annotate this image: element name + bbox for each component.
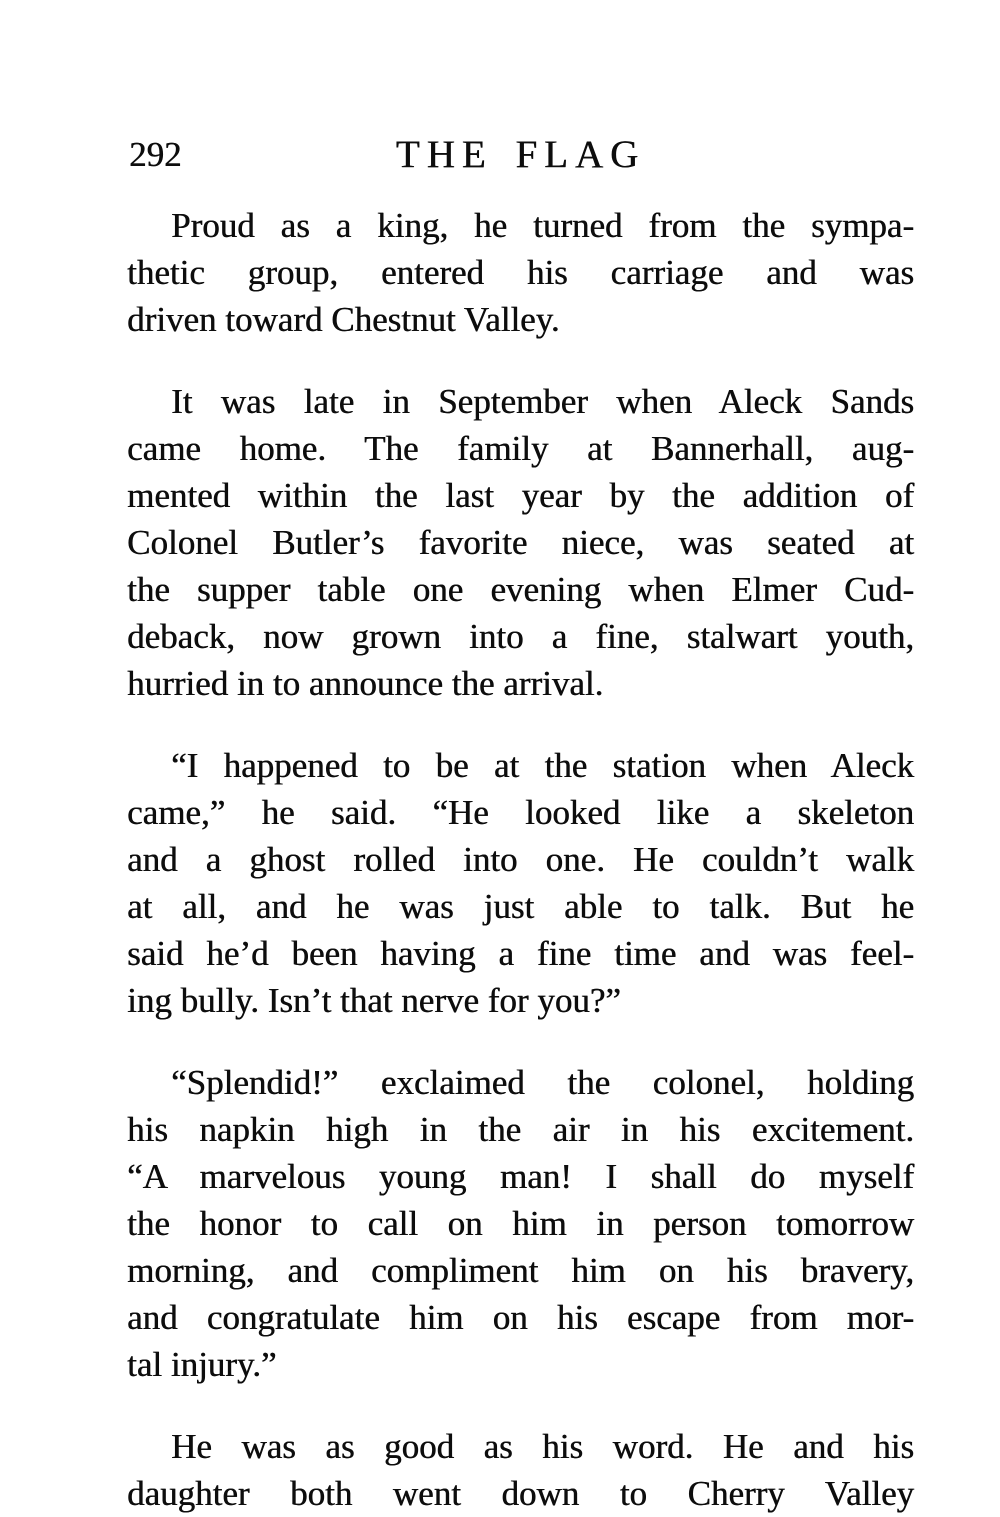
text-line: deback, now grown into a fine, stalwart youth,	[127, 617, 914, 656]
text-line: tal injury.”	[127, 1345, 277, 1384]
text-line: “Splendid!” exclaimed the colonel, holding	[171, 1063, 914, 1102]
text-line: daughter both went down to Cherry Valley	[127, 1474, 914, 1513]
text-line: hurried in to announce the arrival.	[127, 664, 604, 703]
text-line: his napkin high in the air in his excitement.	[127, 1110, 914, 1149]
text-line: came home. The family at Bannerhall, aug-	[127, 429, 914, 468]
text-line: the honor to call on him in person tomorrow	[127, 1204, 914, 1243]
text-line: Proud as a king, he turned from the sympa-	[171, 206, 914, 245]
text-line: ing bully. Isn’t that nerve for you?”	[127, 981, 621, 1020]
text-line: driven toward Chestnut Valley.	[127, 300, 560, 339]
running-header	[127, 0, 914, 178]
text-line: “I happened to be at the station when Aleck	[171, 746, 914, 785]
page-title: THE FLAG	[395, 133, 646, 176]
text-line: It was late in September when Aleck Sands	[171, 382, 914, 421]
page-number: 292	[129, 135, 182, 174]
text-line: mented within the last year by the addition of	[127, 476, 914, 515]
text-line: He was as good as his word. He and his	[171, 1427, 914, 1466]
text-line: morning, and compliment him on his bravery,	[127, 1251, 914, 1290]
text-line: Colonel Butler’s favorite niece, was seated at	[127, 523, 914, 562]
text-line: and congratulate him on his escape from mor-	[127, 1298, 914, 1337]
text-line: thetic group, entered his carriage and was	[127, 253, 914, 292]
text-line: came,” he said. “He looked like a skeleton	[127, 793, 914, 832]
text-line: the supper table one evening when Elmer Cud-	[127, 570, 914, 609]
body-text	[127, 202, 914, 1517]
text-line: “A marvelous young man! I shall do myself	[127, 1157, 914, 1196]
text-line: at all, and he was just able to talk. But he	[127, 887, 914, 926]
text-line: and a ghost rolled into one. He couldn’t walk	[127, 840, 914, 879]
text-line: said he’d been having a fine time and was feel-	[127, 934, 914, 973]
